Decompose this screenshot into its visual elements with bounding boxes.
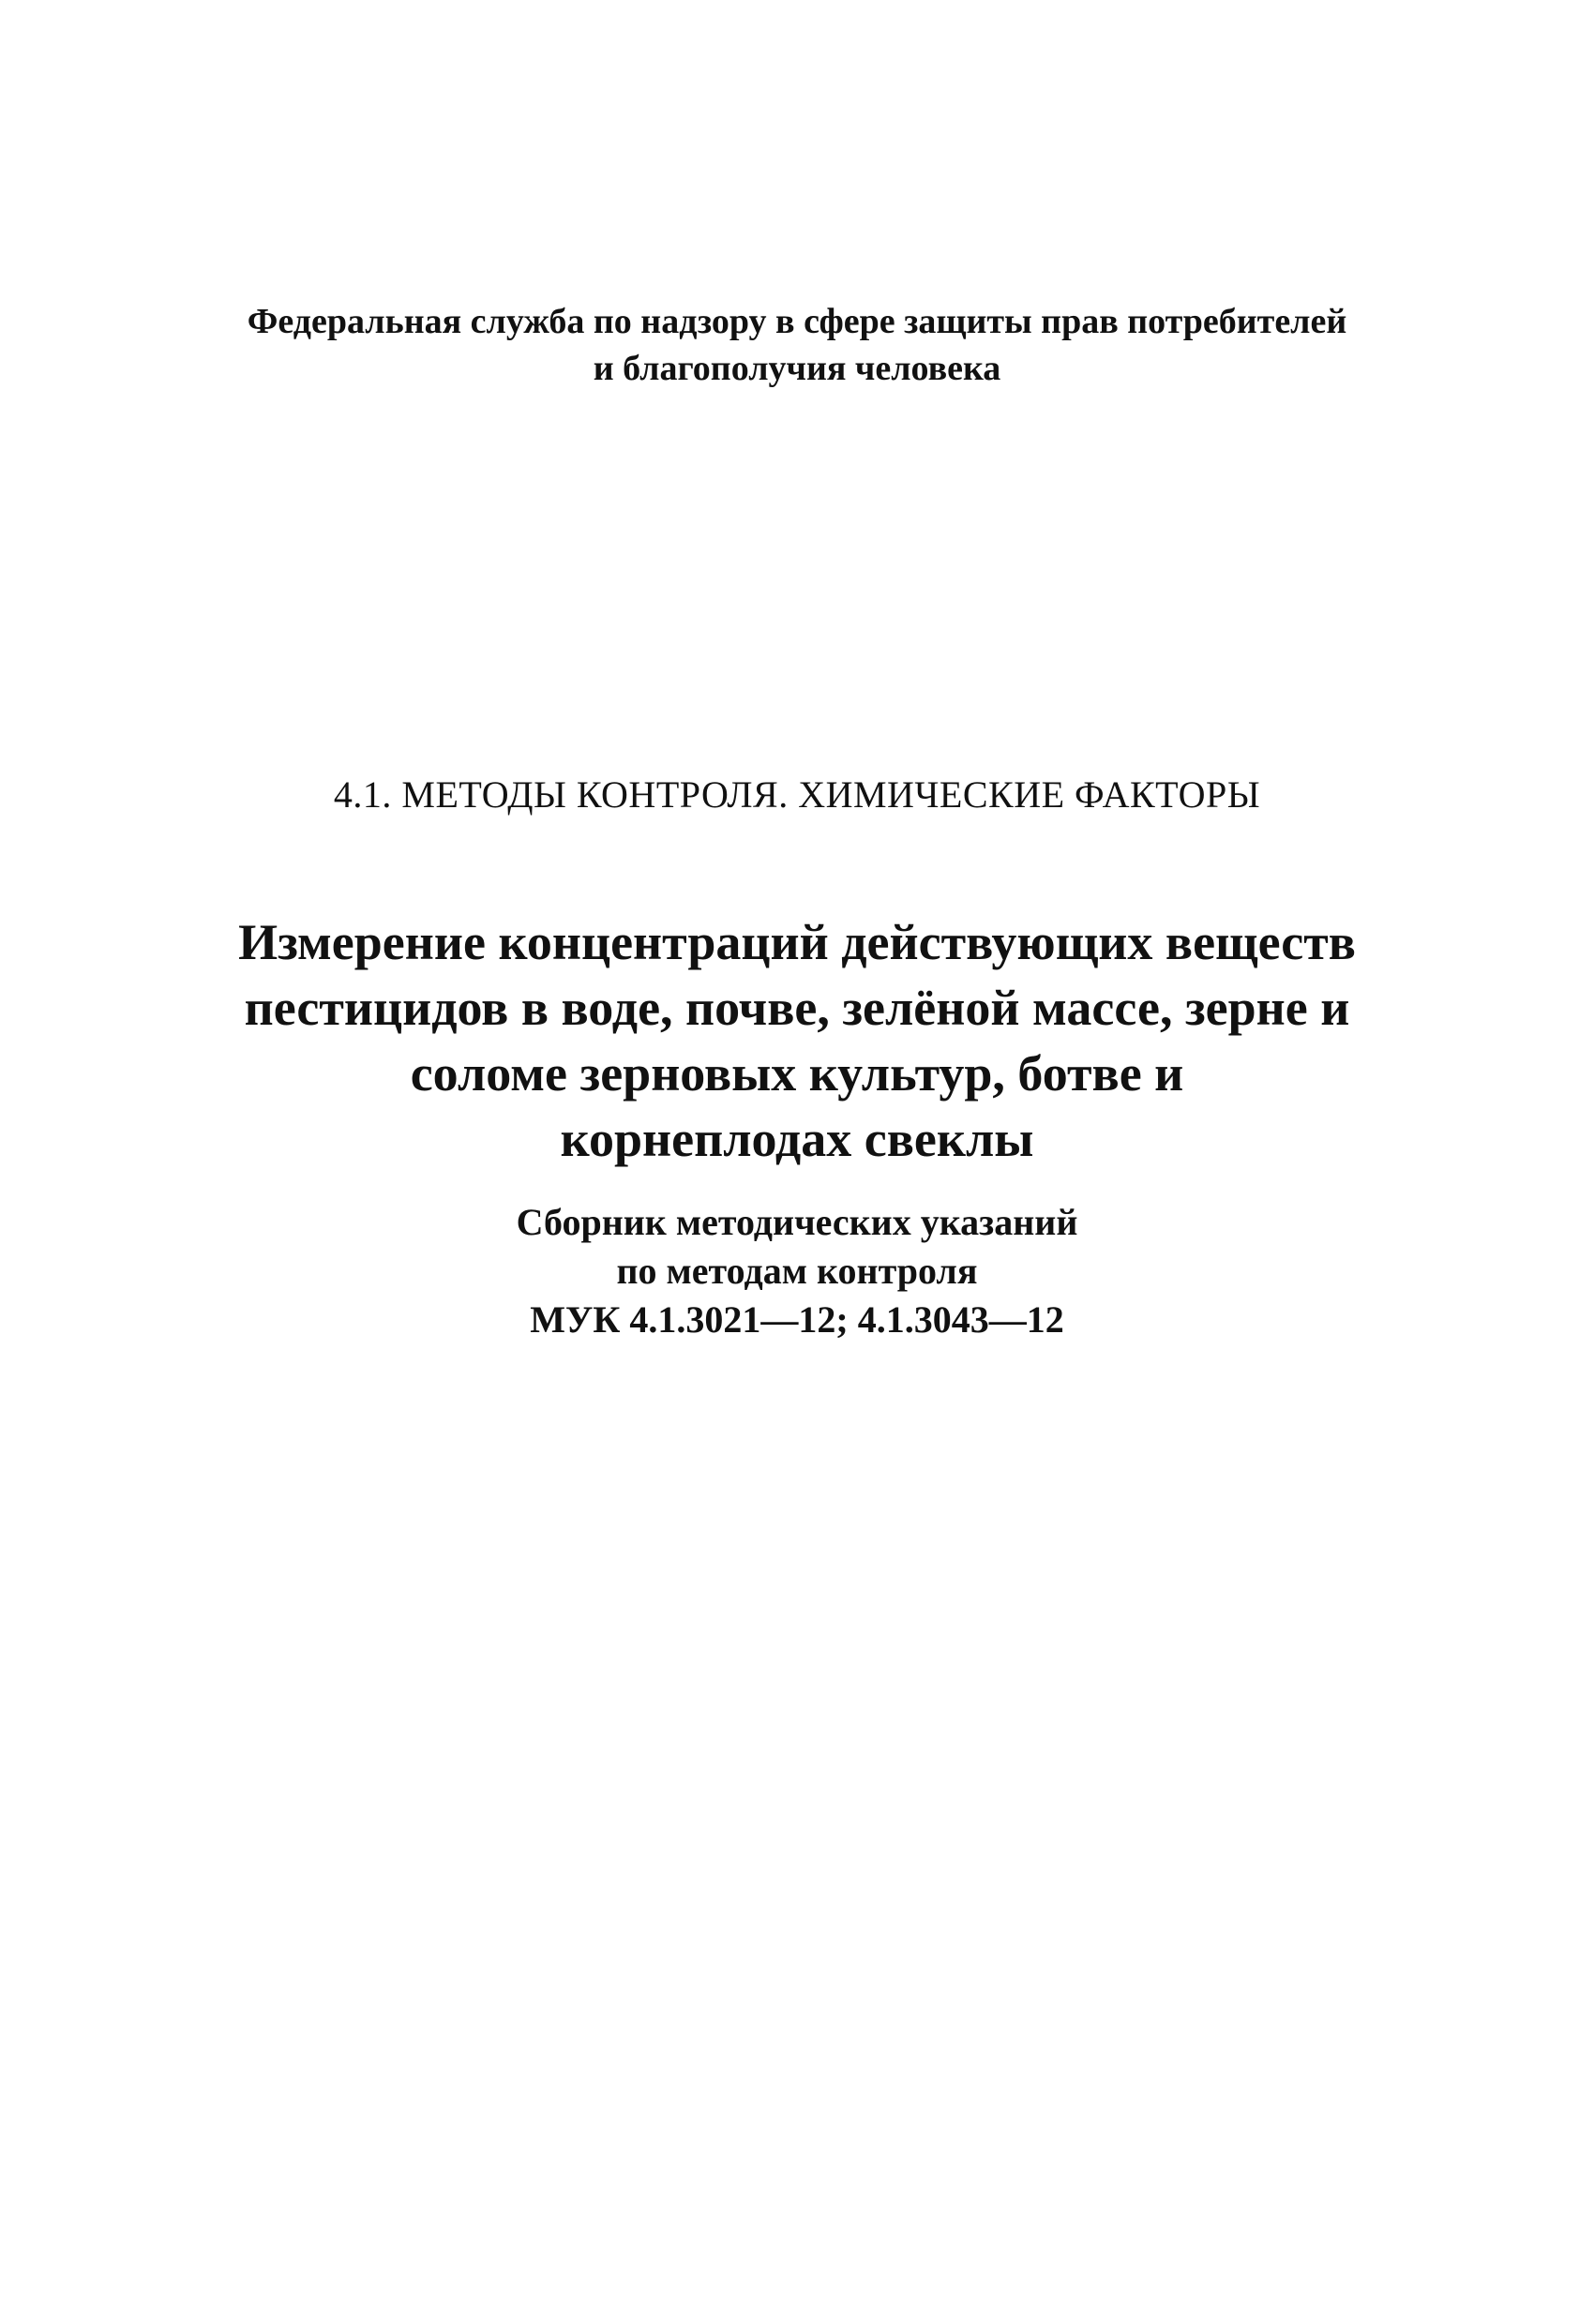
title-line-4: корнеплодах свеклы [560, 1111, 1034, 1167]
collection-line-3: МУК 4.1.3021—12; 4.1.3043—12 [530, 1298, 1064, 1341]
collection-line-2: по методам контроля [616, 1250, 978, 1292]
document-title [0, 909, 1594, 1172]
title-line-2: пестицидов в воде, почве, зелёной массе, зерне и [244, 980, 1350, 1036]
series-heading: 4.1. МЕТОДЫ КОНТРОЛЯ. ХИМИЧЕСКИЕ ФАКТОРЫ [333, 773, 1261, 816]
collection-info [0, 1198, 1594, 1344]
title-line-3: соломе зерновых культур, ботве и [410, 1045, 1184, 1102]
issuing-authority [0, 298, 1594, 392]
authority-line-2: и благополучия человека [593, 349, 1001, 388]
collection-line-1: Сборник методических указаний [516, 1201, 1078, 1243]
authority-line-1: Федеральная служба по надзору в сфере защиты прав потребителей [247, 302, 1347, 341]
title-line-1: Измерение концентраций действующих веществ [238, 914, 1356, 970]
